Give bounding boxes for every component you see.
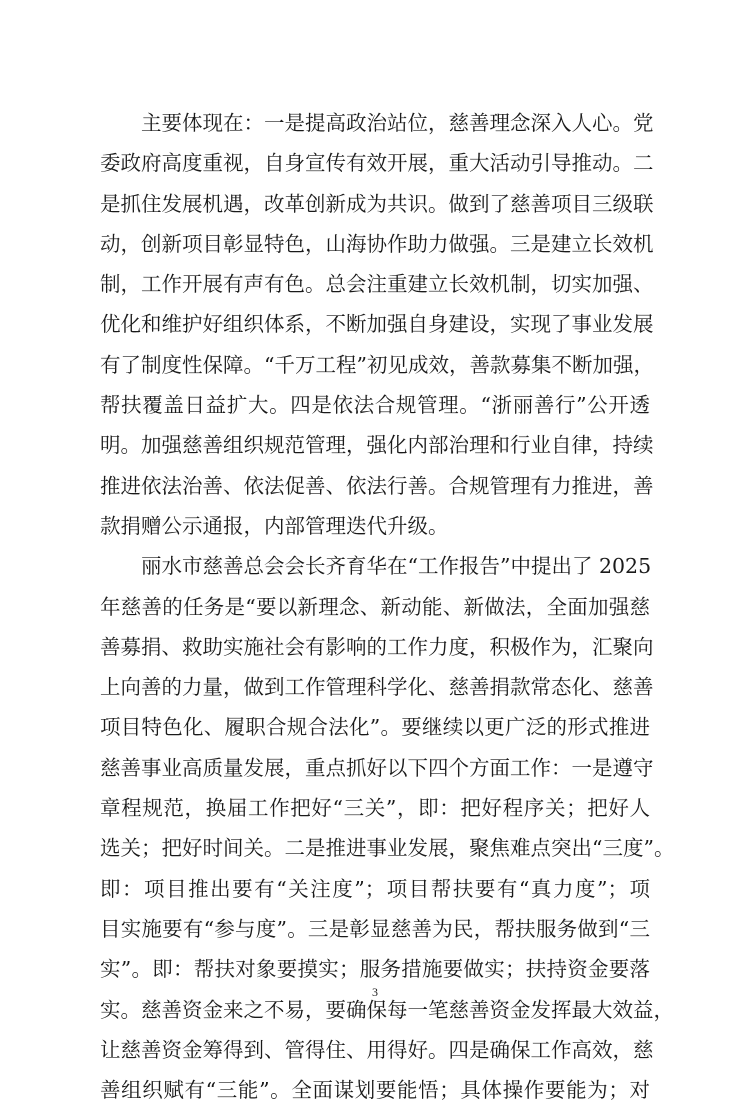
text-line: 委政府高度重视，自身宣传有效开展，重大活动引导推动。二 xyxy=(100,151,654,176)
text-line: 目实施要有“参与度”。三是彰显慈善为民，帮扶服务做到“三 xyxy=(100,916,650,941)
text-line: 让慈善资金筹得到、管得住、用得好。四是确保工作高效，慈 xyxy=(100,1037,654,1062)
text-line: 制，工作开展有声有色。总会注重建立长效机制，切实加强、 xyxy=(100,272,654,297)
text-line: 善募捐、救助实施社会有影响的工作力度，积极作为，汇聚向 xyxy=(100,634,654,659)
text-line: 有了制度性保障。“千万工程”初见成效，善款募集不断加强， xyxy=(100,352,654,377)
text-line: 慈善事业高质量发展，重点抓好以下四个方面工作：一是遵守 xyxy=(100,755,654,780)
text-line: 善组织赋有“三能”。全面谋划要能悟；具体操作要能为；对 xyxy=(100,1078,650,1103)
text-line: 明。加强慈善组织规范管理，强化内部治理和行业自律，持续 xyxy=(100,433,654,458)
text-line: 选关；把好时间关。二是推进事业发展，聚焦难点突出“三度”。 xyxy=(100,836,675,861)
text-line: 上向善的力量，做到工作管理科学化、慈善捐款常态化、慈善 xyxy=(100,675,654,700)
text-line: 丽水市慈善总会会长齐育华在“工作报告”中提出了 2025 xyxy=(100,554,652,579)
text-line: 推进依法治善、依法促善、依法行善。合规管理有力推进，善 xyxy=(100,473,654,498)
text-line: 年慈善的任务是“要以新理念、新动能、新做法，全面加强慈 xyxy=(100,594,650,619)
text-line: 章程规范，换届工作把好“三关”，即：把好程序关；把好人 xyxy=(100,796,650,821)
text-line: 帮扶覆盖日益扩大。四是依法合规管理。“浙丽善行”公开透 xyxy=(100,393,650,418)
text-line: 实”。即：帮扶对象要摸实；服务措施要做实；扶持资金要落 xyxy=(100,957,650,982)
text-line: 即：项目推出要有“关注度”；项目帮扶要有“真力度”；项 xyxy=(100,876,650,901)
text-line: 实。慈善资金来之不易，要确保每一笔慈善资金发挥最大效益， xyxy=(100,997,674,1022)
page-number: 3 xyxy=(372,985,378,999)
text-line: 项目特色化、履职合规合法化”。要继续以更广泛的形式推进 xyxy=(100,715,650,740)
text-line: 动，创新项目彰显特色，山海协作助力做强。三是建立长效机 xyxy=(100,231,654,256)
body-text xyxy=(100,103,675,1110)
text-line: 是抓住发展机遇，改革创新成为共识。做到了慈善项目三级联 xyxy=(100,191,654,216)
text-line: 优化和维护好组织体系，不断加强自身建设，实现了事业发展 xyxy=(100,312,654,337)
text-line: 款捐赠公示通报，内部管理迭代升级。 xyxy=(100,513,449,538)
text-line: 主要体现在：一是提高政治站位，慈善理念深入人心。党 xyxy=(100,111,654,135)
